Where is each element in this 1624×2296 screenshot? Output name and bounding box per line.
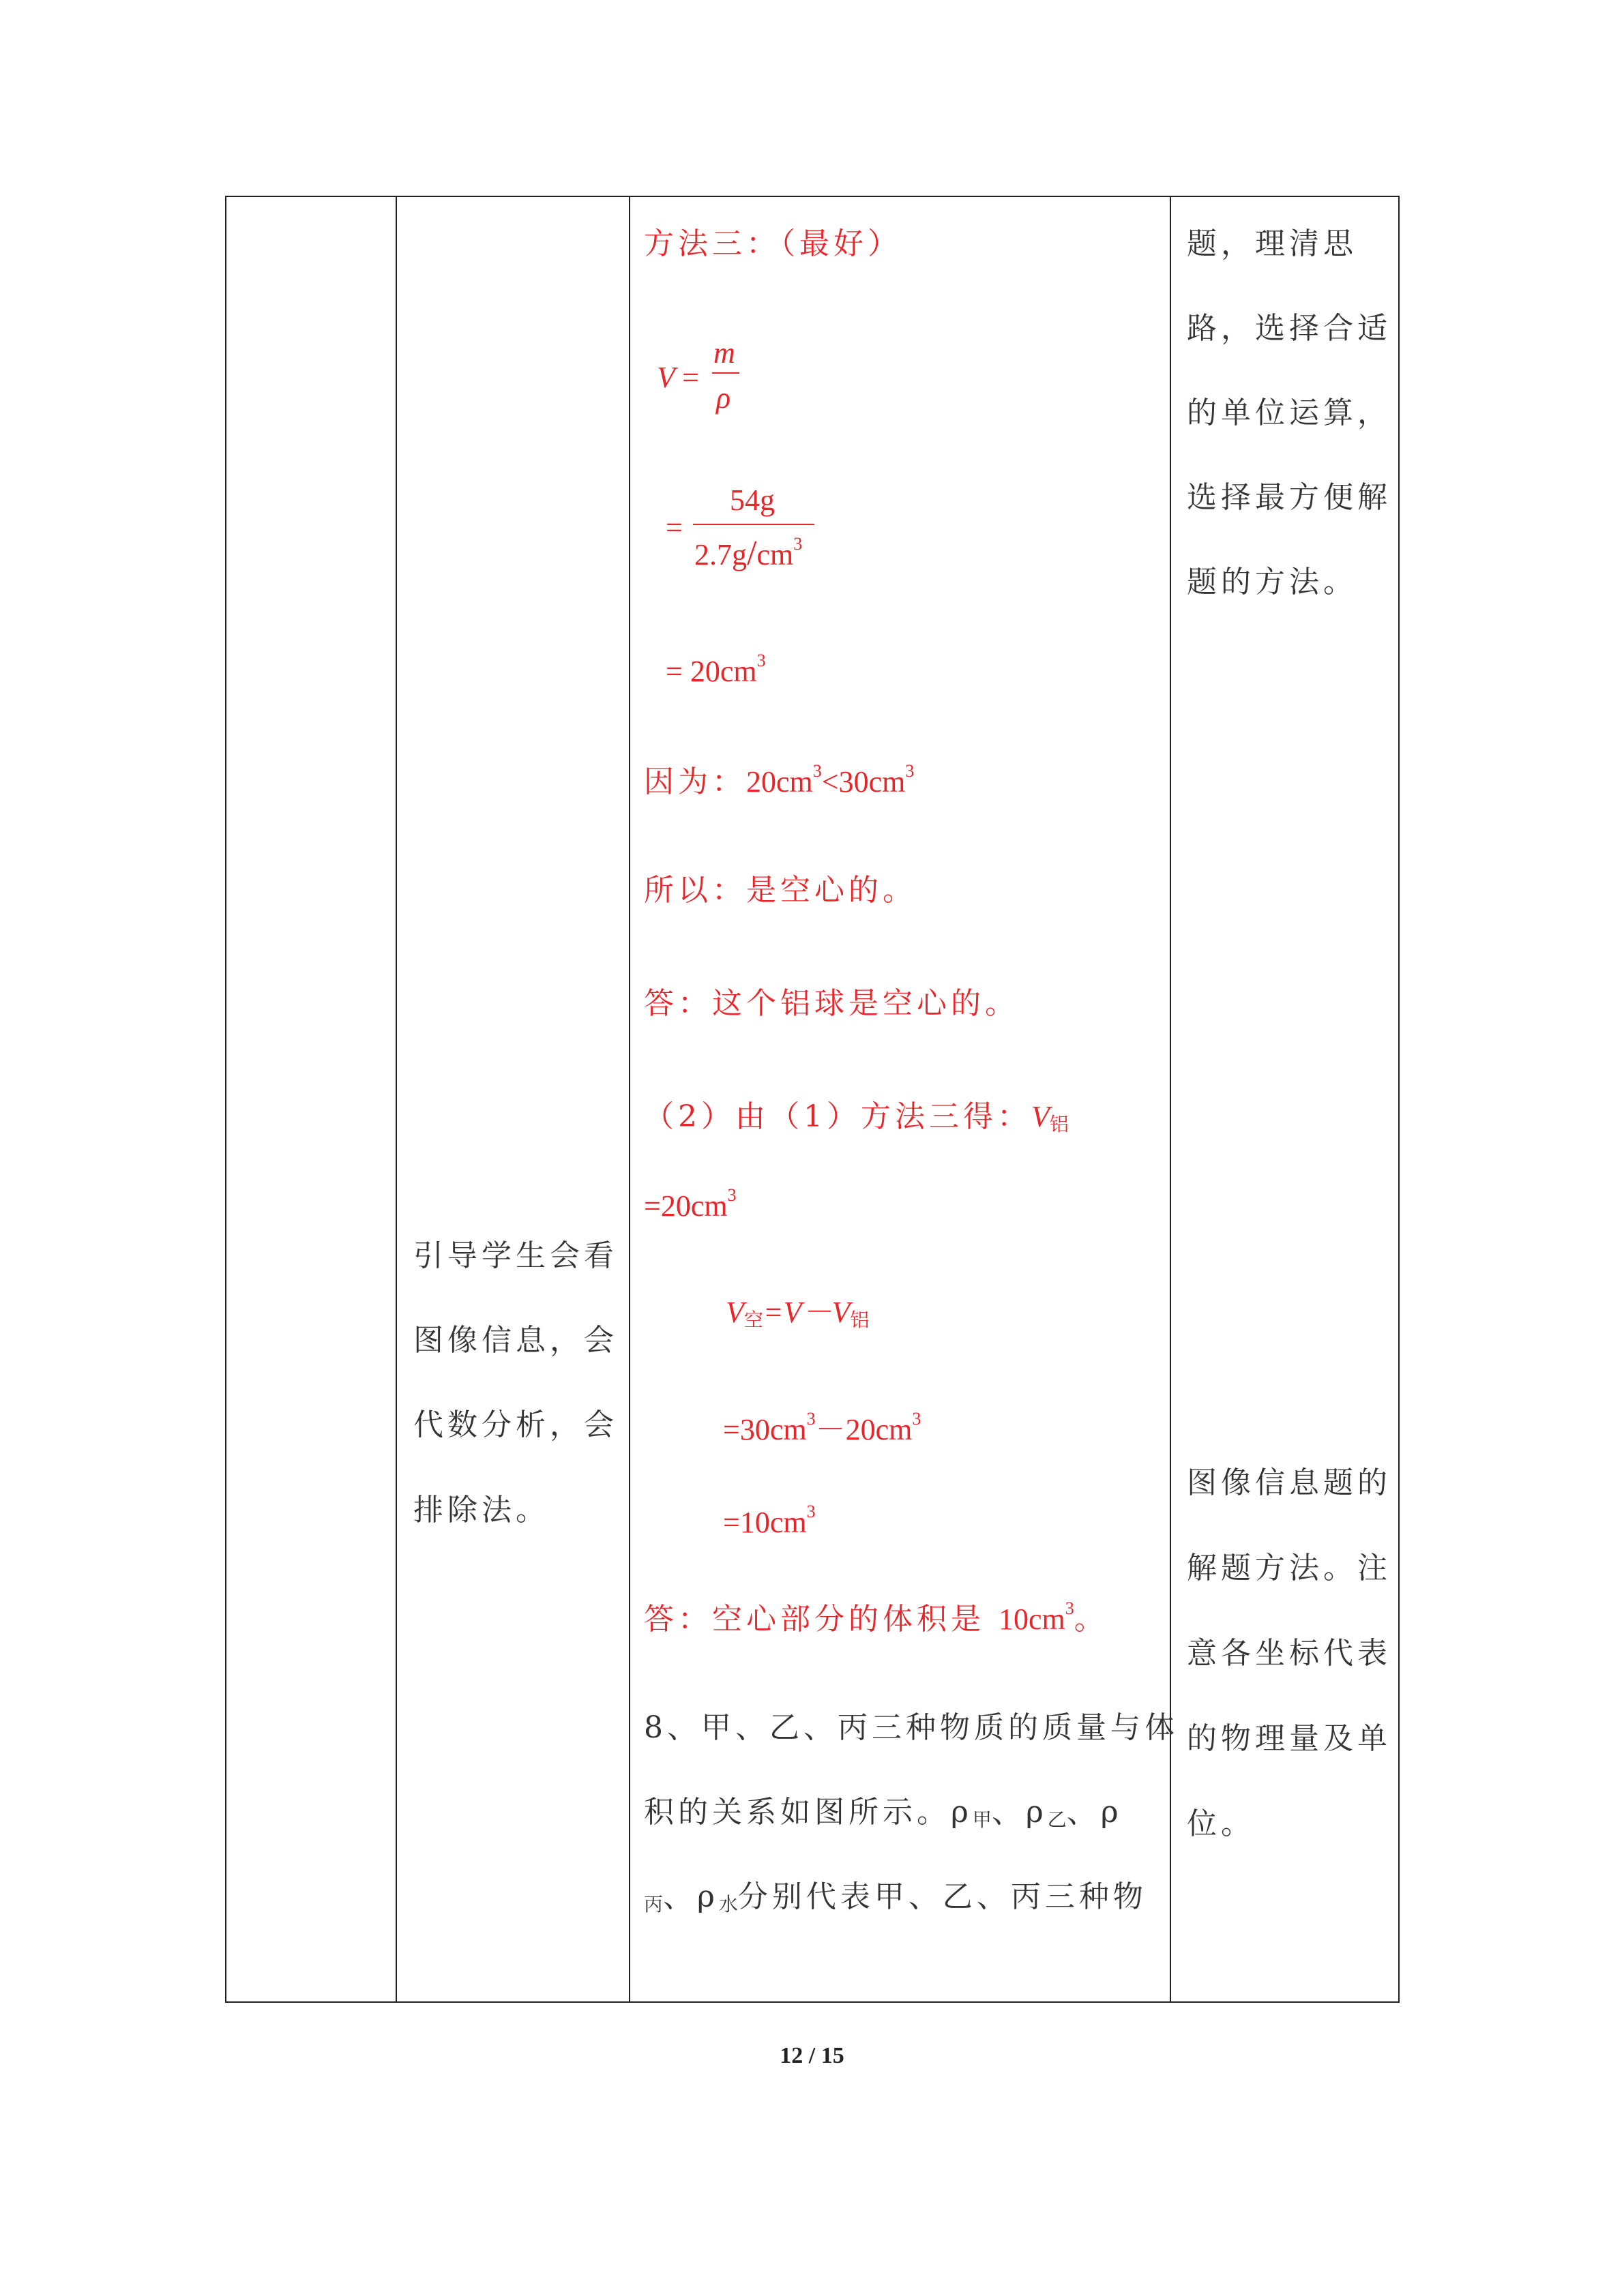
fraction-bar: [693, 524, 814, 525]
v-empty-formula: $V_空=V-V_铝$: [726, 1296, 870, 1331]
note-bottom-line-3: 意各坐标代表: [1187, 1636, 1391, 1671]
calc-line-1: $=30cm^3-20cm^3$: [723, 1409, 921, 1446]
guide-line-2: 图像信息，会: [413, 1323, 618, 1358]
fraction-m-over-rho: [712, 336, 743, 417]
guide-line-4: 排除法。: [413, 1493, 550, 1527]
formula-v-lhs: V =: [657, 361, 699, 394]
question-8-line-2: 积的关系如图所示。$\rho_甲$、$\rho_乙$、ρ: [644, 1795, 1123, 1831]
guide-line-1: 引导学生会看: [413, 1238, 618, 1273]
note-top-line-1: 题，理清思: [1187, 226, 1357, 261]
column-divider-1: [396, 197, 397, 2001]
question-8-line-3: $_丙$、$\rho_水$分别代表甲、乙、丙三种物: [644, 1879, 1147, 1915]
method-three-heading: 方法三：（最好）: [644, 226, 902, 261]
so-line: 所以：是空心的。: [644, 873, 917, 908]
note-top-line-5: 题的方法。: [1187, 565, 1357, 599]
note-bottom-line-5: 位。: [1187, 1806, 1255, 1841]
formula-3-result: = $20cm^3$: [666, 651, 766, 688]
calc-line-2: $=10cm^3$: [723, 1502, 816, 1539]
part2-volume: $=20cm^3$: [644, 1185, 737, 1223]
page-number: 12 / 15: [780, 2043, 844, 2068]
column-divider-2: [629, 197, 630, 2001]
fraction-numerator: 54g: [730, 483, 775, 517]
fraction-denominator: ρ: [716, 381, 731, 415]
note-top-line-2: 路，选择合适: [1187, 311, 1391, 346]
note-bottom-line-2: 解题方法。注: [1187, 1551, 1391, 1585]
because-line: 因为：$20cm^3<30cm^3$: [644, 761, 915, 799]
answer-1: 答：这个铝球是空心的。: [644, 986, 1019, 1021]
fraction-bar: [712, 372, 739, 374]
answer-2: 答：空心部分的体积是 $10cm^3$。: [644, 1598, 1104, 1637]
question-8-line-1: 8、甲、乙、丙三种物质的质量与体: [644, 1710, 1179, 1745]
fraction-mass-over-density: [693, 483, 816, 571]
note-bottom-line-4: 的物理量及单: [1187, 1721, 1391, 1756]
fraction-denominator: $2.7g/cm^3$: [694, 534, 803, 573]
guide-line-3: 代数分析，会: [413, 1407, 618, 1442]
note-top-line-3: 的单位运算，: [1187, 396, 1391, 430]
note-bottom-line-1: 图像信息题的: [1187, 1465, 1391, 1500]
note-top-line-4: 选择最方便解: [1187, 480, 1391, 515]
part2-line: （2）由（1）方法三得：$V_铝$: [644, 1099, 1069, 1135]
formula-2-eq: =: [666, 511, 683, 544]
fraction-numerator: m: [713, 336, 735, 370]
